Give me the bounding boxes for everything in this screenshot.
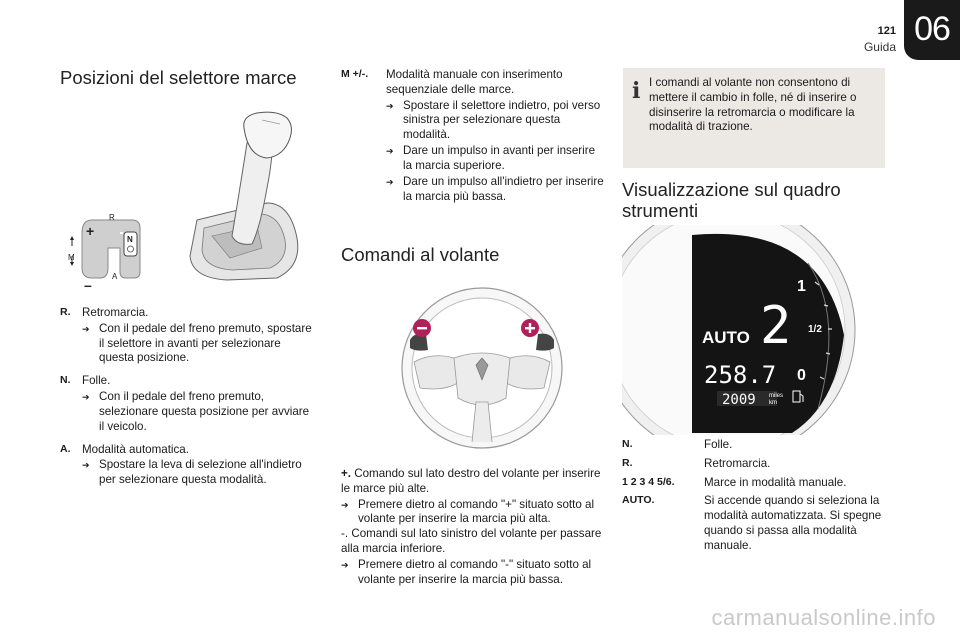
odometer-display: 2009 bbox=[722, 392, 756, 408]
selector-item-a bbox=[60, 443, 315, 488]
steering-wheel-illustration bbox=[392, 280, 572, 455]
info-note bbox=[623, 68, 885, 168]
selector-heading: Posizioni del selettore marce bbox=[60, 67, 297, 88]
paddle-minus-icon bbox=[413, 319, 431, 337]
cluster-legend-item bbox=[622, 494, 892, 553]
wheel-plus-bullet: Premere dietro al comando "+" situato sotto al volante per inserire la marcia più alta. bbox=[358, 497, 595, 526]
diagram-label-r: R bbox=[109, 213, 115, 222]
arrow-bullet-icon: ➔ bbox=[386, 146, 394, 157]
wheel-minus-paragraph bbox=[341, 527, 606, 557]
auto-mode-indicator: AUTO bbox=[702, 328, 750, 347]
selector-positions-list bbox=[60, 306, 315, 496]
arrow-bullet-icon: ➔ bbox=[341, 499, 349, 510]
gauge-mid-label: 1/2 bbox=[808, 324, 822, 335]
manual-mode-text: Modalità manuale con inserimento sequenziale delle marce. bbox=[386, 68, 563, 96]
cluster-legend-text: Marce in modalità manuale. bbox=[704, 475, 847, 489]
current-gear-display: 2 bbox=[760, 296, 792, 356]
manual-mode-bullet: Dare un impulso all'indietro per inserire la marcia più bassa. bbox=[403, 174, 604, 203]
manual-mode-bullet: Dare un impulso in avanti per inserire la marcia superiore. bbox=[403, 144, 596, 172]
wheel-plus-text: Comando sul lato destro del volante per inserire le marce più alte. bbox=[341, 467, 601, 495]
cluster-heading: Visualizzazione sul quadro strumenti bbox=[622, 179, 841, 222]
watermark: carmanualsonline.info bbox=[711, 605, 936, 630]
info-note-text: I comandi al volante non consentono di mettere il cambio in folle, né di inserire o disinserire la retromarcia o modificare la modalità di trazione. bbox=[649, 76, 857, 134]
wheel-plus-paragraph bbox=[341, 467, 606, 497]
cluster-legend-text: Folle. bbox=[704, 438, 733, 451]
cluster-legend-key: AUTO. bbox=[622, 494, 655, 507]
arrow-bullet-icon: ➔ bbox=[82, 392, 90, 403]
selector-item-text: Folle. bbox=[82, 374, 111, 388]
selector-item-n bbox=[60, 374, 315, 434]
manual-mode-bullet: Spostare il selettore indietro, poi verso sinistra per selezionare questa modalità. bbox=[403, 98, 601, 142]
arrow-bullet-icon: ➔ bbox=[341, 559, 349, 570]
arrow-bullet-icon: ➔ bbox=[82, 323, 90, 334]
cluster-legend-item bbox=[622, 457, 892, 472]
odometer-unit-km: km bbox=[769, 400, 777, 406]
selector-item-text: Retromarcia. bbox=[82, 306, 149, 319]
odometer-unit-miles: miles bbox=[769, 393, 784, 399]
manual-mode-key: M +/-. bbox=[341, 68, 369, 80]
cluster-legend-key: 1 2 3 4 5/6. bbox=[622, 475, 675, 488]
wheel-minus-text: Comandi sul lato sinistro del volante per passare alla marcia inferiore. bbox=[341, 527, 602, 556]
wheel-controls-text bbox=[341, 467, 606, 588]
selector-item-bullet: Con il pedale del freno premuto, selezionare questa posizione per avviare il veicolo. bbox=[99, 390, 310, 433]
instrument-cluster-illustration bbox=[622, 225, 884, 435]
manual-mode-section bbox=[341, 68, 606, 212]
diagram-label-plus: + bbox=[86, 223, 95, 239]
info-icon: i bbox=[632, 78, 641, 104]
wheel-minus-key: -. bbox=[341, 527, 349, 541]
selector-item-bullet: Con il pedale del freno premuto, spostare il selettore in avanti per selezionare questa posizione. bbox=[99, 321, 312, 365]
diagram-label-m: M bbox=[68, 253, 75, 262]
manual-mode-item bbox=[341, 68, 606, 204]
selector-item-key: N. bbox=[60, 374, 71, 387]
gauge-top-label: 1 bbox=[797, 278, 806, 295]
selector-item-key: A. bbox=[60, 442, 71, 455]
wheel-plus-key: +. bbox=[341, 467, 351, 480]
chapter-tab: 06 bbox=[904, 0, 960, 60]
wheel-minus-bullet: Premere dietro al comando "-" situato sotto al volante per inserire la marcia più bassa. bbox=[358, 557, 592, 586]
arrow-bullet-icon: ➔ bbox=[386, 100, 394, 111]
diagram-label-n: N bbox=[127, 235, 133, 244]
selector-item-key: R. bbox=[60, 306, 71, 318]
gate-diagram bbox=[68, 213, 140, 293]
page-number: 121 bbox=[877, 25, 896, 37]
selector-item-r bbox=[60, 306, 315, 366]
cluster-legend-key: N. bbox=[622, 438, 633, 450]
cluster-legend-item bbox=[622, 476, 892, 491]
section-label: Guida bbox=[863, 40, 896, 54]
gauge-bottom-label: 0 bbox=[797, 367, 806, 384]
diagram-label-a: A bbox=[112, 272, 118, 281]
selector-item-bullet: Spostare la leva di selezione all'indietro per selezionare questa modalità. bbox=[99, 458, 302, 487]
cluster-legend-key: R. bbox=[622, 456, 633, 469]
cluster-legend-list bbox=[622, 438, 892, 558]
cluster-legend-text: Si accende quando si seleziona la modalità automatizzata. Si spegne quando si passa alla modalità manuale. bbox=[704, 494, 882, 552]
diagram-label-minus: – bbox=[84, 277, 92, 293]
trip-display: 258.7 bbox=[704, 361, 777, 389]
cluster-legend-item bbox=[622, 438, 892, 453]
cluster-legend-text: Retromarcia. bbox=[704, 456, 771, 470]
selector-item-text: Modalità automatica. bbox=[82, 442, 189, 456]
arrow-bullet-icon: ➔ bbox=[82, 460, 90, 471]
paddle-plus-icon bbox=[521, 319, 539, 337]
wheel-heading: Comandi al volante bbox=[341, 244, 500, 265]
gear-selector-illustration bbox=[62, 108, 312, 293]
arrow-bullet-icon: ➔ bbox=[386, 176, 394, 187]
